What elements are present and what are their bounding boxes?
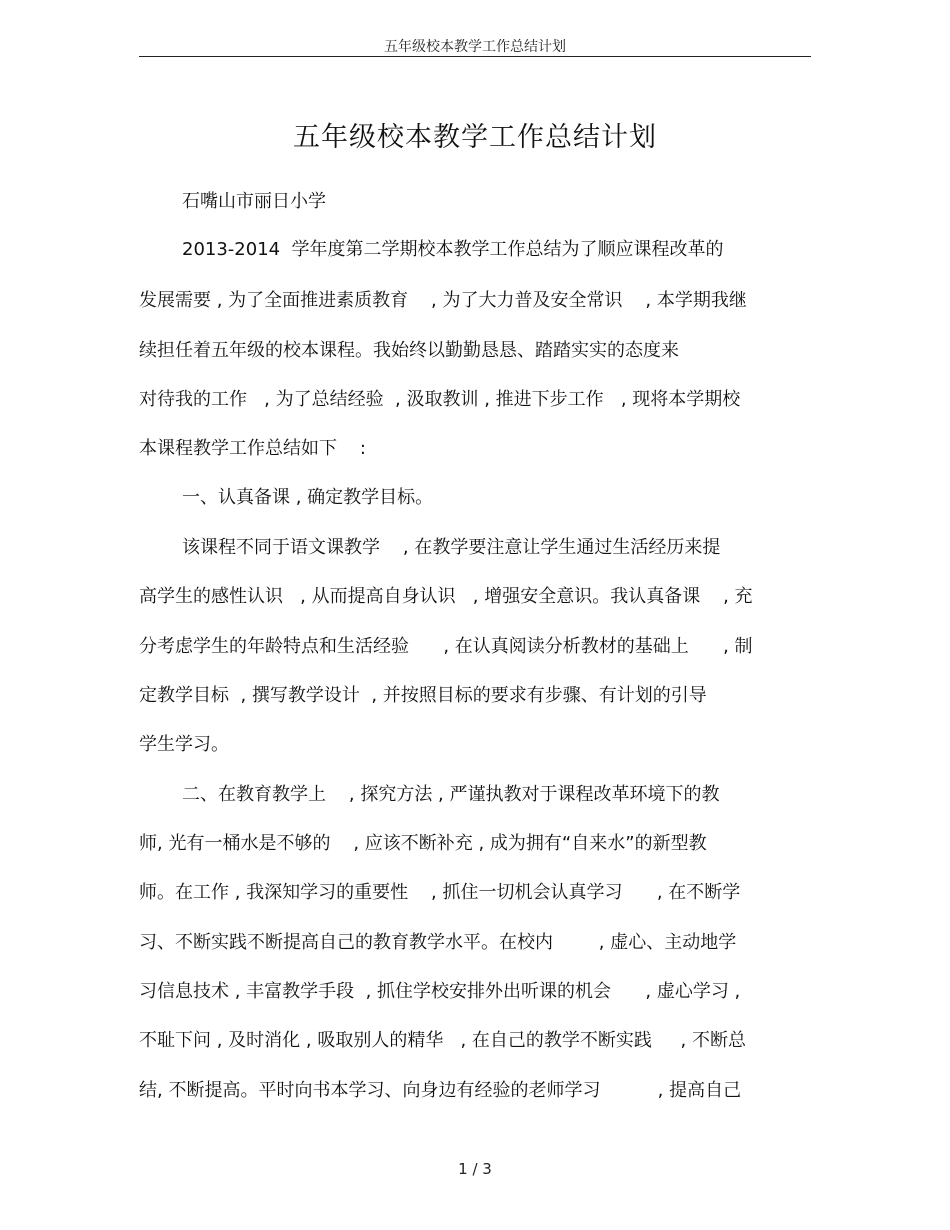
paragraph-line: 高学生的感性认识 , 从而提高自身认识 , 增强安全意识。我认真备课 , 充: [139, 586, 753, 607]
paragraph-line: 2013-2014 学年度第二学期校本教学工作总结为了顺应课程改革的: [182, 239, 724, 260]
paragraph-line: 本课程教学工作总结如下 :: [139, 438, 366, 459]
paragraph-line: 不耻下问 , 及时消化 , 吸取别人的精华 , 在自己的教学不断实践 , 不断总: [139, 1030, 746, 1051]
section-heading: 二、在教育教学上 , 探究方法 , 严谨执教对于课程改革环境下的教: [182, 784, 720, 805]
paragraph-line: 发展需要 , 为了全面推进素质教育 , 为了大力普及安全常识 , 本学期我继: [139, 290, 747, 311]
paragraph-line: 定教学目标 , 撰写教学设计 , 并按照目标的要求有步骤、有计划的引导: [139, 685, 707, 706]
paragraph-line: 对待我的工作 , 为了总结经验 , 汲取教训 , 推进下步工作 , 现将本学期校: [139, 389, 741, 410]
paragraph-line: 分考虑学生的年龄特点和生活经验 , 在认真阅读分析教材的基础上 , 制: [139, 636, 753, 657]
section-heading: 一、认真备课 , 确定教学目标。: [182, 487, 434, 508]
header-rule: [139, 56, 811, 57]
document-title: 五年级校本教学工作总结计划: [293, 122, 657, 153]
page-number: 1 / 3: [458, 1160, 492, 1178]
paragraph-line: 续担任着五年级的校本课程。我始终以勤勤恳恳、踏踏实实的态度来: [139, 340, 679, 361]
paragraph-line: 学生学习。: [139, 734, 229, 755]
paragraph-line: 习信息技术 , 丰富教学手段 , 抓住学校安排外出听课的机会 , 虚心学习 ,: [139, 981, 741, 1002]
paragraph-line: 结, 不断提高。平时向书本学习、向身边有经验的老师学习 , 提高自己: [139, 1080, 742, 1101]
paragraph-line: 师。在工作 , 我深知学习的重要性 , 抓住一切机会认真学习 , 在不断学: [139, 882, 741, 903]
paragraph-line: 习、不断实践不断提高自己的教育教学水平。在校内 , 虚心、主动地学: [139, 932, 737, 953]
paragraph-line: 师, 光有一桶水是不够的 , 应该不断补充 , 成为拥有“自来水”的新型教: [139, 833, 707, 854]
paragraph-line: 该课程不同于语文课教学 , 在教学要注意让学生通过生活经历来提: [182, 537, 721, 558]
author-line: 石嘴山市丽日小学: [182, 191, 326, 212]
running-header: 五年级校本教学工作总结计划: [384, 39, 566, 55]
